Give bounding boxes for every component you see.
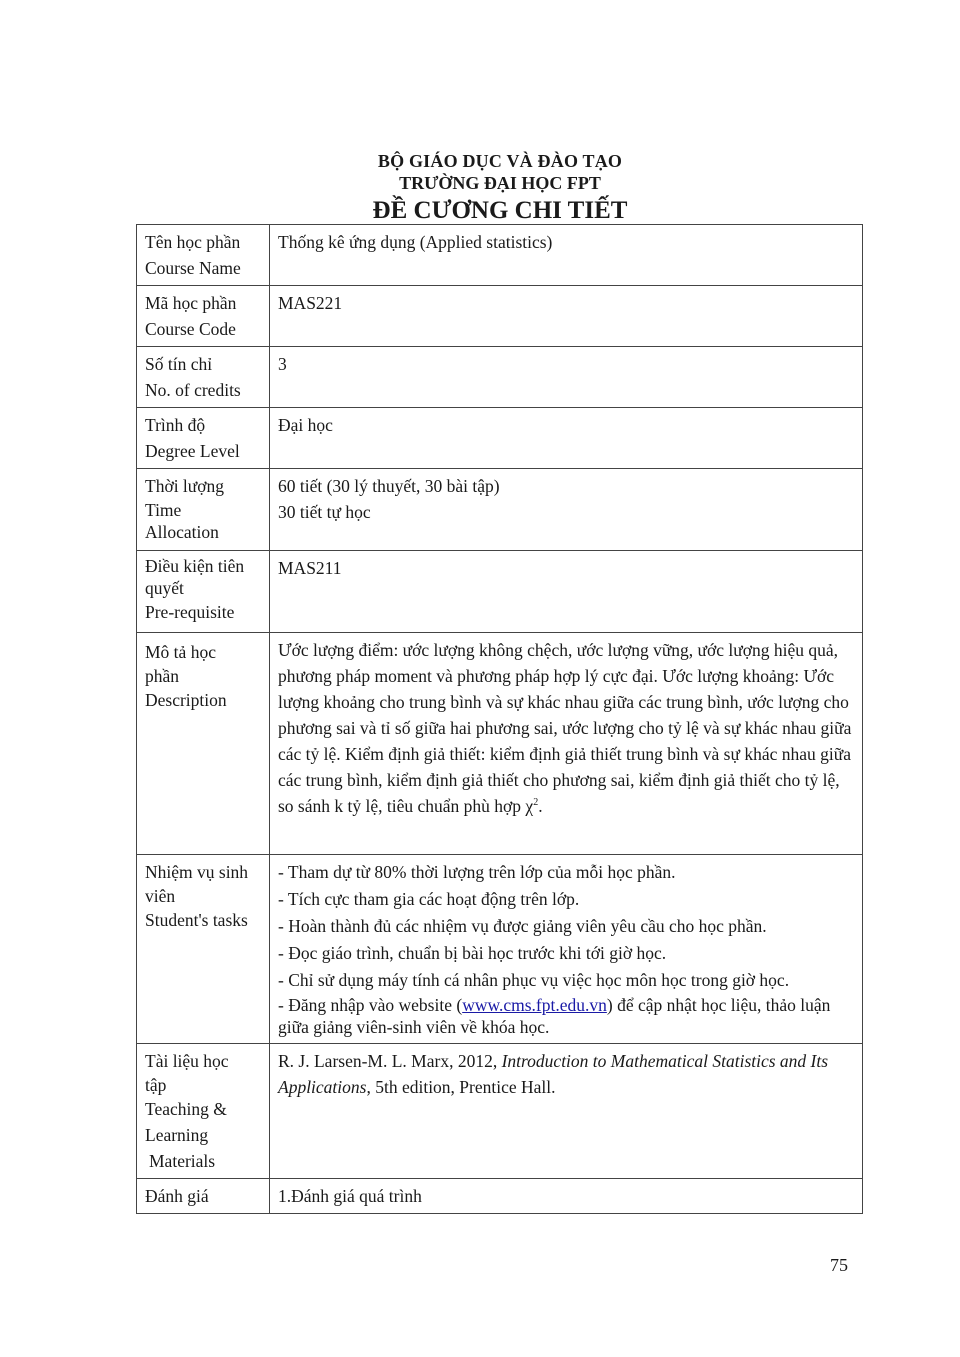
materials-label (137, 1044, 270, 1179)
description-end: . (538, 796, 543, 816)
time-allocation-value (270, 469, 863, 551)
evaluation-label: Đánh giá (137, 1179, 270, 1214)
task-item: - Hoàn thành đủ các nhiệm vụ được giảng viên yêu cầu cho học phần. (278, 916, 767, 936)
prerequisite-label (137, 551, 270, 633)
ministry-heading: BỘ GIÁO DỤC VÀ ĐÀO TẠO (377, 151, 623, 171)
description-value (270, 633, 863, 855)
time-self-study: 30 tiết tự học (278, 502, 371, 522)
label-vi: Tên học phần (145, 232, 241, 252)
label-vi: Trình độ (145, 415, 206, 435)
label-en: Course Code (145, 319, 236, 339)
label-vi: Số tín chỉ (145, 354, 213, 374)
student-tasks-label (137, 855, 270, 1044)
reference-edition: , 5th edition, Prentice Hall. (366, 1077, 556, 1097)
table-row-description (137, 633, 863, 855)
table-row-time-allocation (137, 469, 863, 551)
label-en-line-3: Materials (149, 1151, 216, 1171)
label-vi-line-1: Nhiệm vụ sinh (145, 862, 249, 882)
reference-authors: R. J. Larsen-M. L. Marx, 2012, (278, 1051, 502, 1071)
label-vi: Mã học phần (145, 293, 237, 313)
task-item-prefix: - Đăng nhập vào website ( (278, 995, 463, 1015)
task-item: - Đọc giáo trình, chuẩn bị bài học trước khi tới giờ học. (278, 943, 667, 963)
time-total: 60 tiết (30 lý thuyết, 30 bài tập) (278, 476, 500, 496)
task-item: - Tích cực tham gia các hoạt động trên lớp. (278, 889, 580, 909)
label-vi-line-1: Điều kiện tiên (145, 556, 245, 576)
task-item: - Chỉ sử dụng máy tính cá nhân phục vụ việc học môn học trong giờ học. (278, 970, 790, 990)
task-item (278, 994, 854, 1038)
label-en: Pre-requisite (145, 602, 235, 622)
prerequisite-value: MAS211 (270, 551, 863, 633)
syllabus-table (136, 224, 863, 1214)
course-code-value: MAS221 (270, 286, 863, 347)
document-title: ĐỀ CƯƠNG CHI TIẾT (372, 197, 628, 224)
cms-website-link[interactable]: www.cms.fpt.edu.vn (462, 995, 607, 1015)
table-row-course-name (137, 225, 863, 286)
label-en: Course Name (145, 258, 241, 278)
label-vi-line-2: quyết (145, 578, 184, 598)
label-en: Degree Level (145, 441, 240, 461)
table-row-course-code (137, 286, 863, 347)
description-text: Ước lượng điểm: ước lượng không chệch, ước lượng vững, ước lượng hiệu quả, phương pháp moment và phương pháp hợp lý cực đại. Ước lượng khoảng: Ước lượng khoảng cho trung bình và sự khác nhau giữa các trung bình, ước lượng cho phương sai và tỉ số giữa hai phương sai, ước lượng cho tỷ lệ và sự khác nhau giữa các tỷ lệ. Kiểm định giả thiết: kiểm định giả thiết trung bình và sự khác nhau giữa các trung bình, kiểm định giả thiết cho phương sai, kiểm định giả thiết cho tỷ lệ, so sánh k tỷ lệ, tiêu chuẩn phù hợp χ (278, 640, 852, 816)
credits-label (137, 347, 270, 408)
task-item: - Tham dự từ 80% thời lượng trên lớp của mỗi học phần. (278, 862, 676, 882)
label-en-line-1: Time (145, 500, 182, 520)
table-row-evaluation (137, 1179, 863, 1214)
label-en: No. of credits (145, 380, 241, 400)
table-row-prerequisite (137, 551, 863, 633)
label-en-line-2: Allocation (145, 522, 219, 542)
chi-square-superscript: 2 (533, 797, 539, 809)
task-item-suffix: ) để cập nhật học liệu, thảo luận giữa giảng viên-sinh viên về khóa học. (278, 995, 831, 1037)
label-en: Student's tasks (145, 910, 248, 930)
document-header (0, 150, 960, 226)
description-label (137, 633, 270, 855)
label-vi-line-1: Mô tả học (145, 642, 216, 662)
materials-value (270, 1044, 863, 1179)
label-vi-line-2: tập (145, 1075, 167, 1095)
evaluation-value: 1.Đánh giá quá trình (270, 1179, 863, 1214)
degree-value: Đại học (270, 408, 863, 469)
student-tasks-value (270, 855, 863, 1044)
label-vi-line-1: Tài liệu học (145, 1051, 229, 1071)
credits-value: 3 (270, 347, 863, 408)
course-name-value: Thống kê ứng dụng (Applied statistics) (270, 225, 863, 286)
table-row-student-tasks (137, 855, 863, 1044)
course-name-label (137, 225, 270, 286)
reference-book-title: Introduction to Mathematical Statistics and Its Applications (278, 1051, 829, 1097)
university-heading: TRƯỜNG ĐẠI HỌC FPT (399, 173, 601, 193)
label-vi: Thời lượng (145, 476, 225, 496)
table-row-materials (137, 1044, 863, 1179)
table-row-credits (137, 347, 863, 408)
label-vi-line-2: viên (145, 886, 176, 906)
label-en: Description (145, 690, 227, 710)
label-en-line-2: Learning (145, 1125, 209, 1145)
label-vi-line-2: phần (145, 666, 180, 686)
table-row-degree (137, 408, 863, 469)
course-code-label (137, 286, 270, 347)
time-allocation-label (137, 469, 270, 551)
degree-label (137, 408, 270, 469)
label-en-line-1: Teaching & (145, 1099, 227, 1119)
page-number: 75 (830, 1255, 848, 1275)
